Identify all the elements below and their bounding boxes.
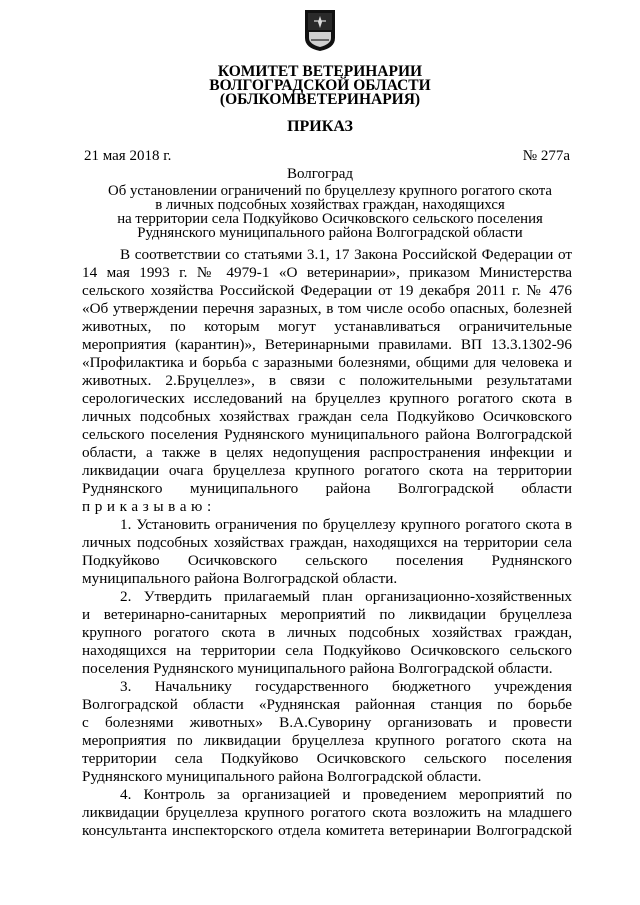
preamble-line: 14 мая 1993 г. № 4979-1 «О ветеринарии», приказом Министерства (82, 264, 572, 281)
order-directive-word: приказываю: (82, 498, 216, 515)
preamble-line: ликвидации очага бруцеллеза крупного рогатого скота на территории (82, 462, 572, 479)
preamble-line: животных, по которым могут устанавливаться ограничительные (82, 318, 572, 335)
org-name-line-3: (ОБЛКОМВЕТЕРИНАРИЯ) (219, 91, 421, 108)
preamble-line: Руднянского муниципального района Волгоградской области (82, 480, 572, 497)
item-line: 4. Контроль за организацией и проведением мероприятий по (120, 786, 572, 803)
order-item-2 (82, 588, 572, 678)
item-line: консультанта инспекторского отдела комитета ветеринарии Волгоградской (82, 822, 572, 839)
item-line: Руднянского муниципального района Волгоградской области. (82, 768, 482, 785)
item-line: 3. Начальнику государственного бюджетного учреждения (120, 678, 572, 695)
item-line: с болезнями животных» В.А.Суворину организовать и провести (82, 714, 572, 731)
item-line: поселения Руднянского муниципального района Волгоградской области. (82, 660, 553, 677)
preamble-line: мероприятия (карантин)», Ветеринарными правилами. ВП 13.3.1302-96 (82, 336, 572, 353)
item-line: ликвидации бруцеллеза крупного рогатого скота возложить на младшего (82, 804, 572, 821)
order-item-4 (82, 786, 572, 840)
subject-line: Руднянского муниципального района Волгоградской области (137, 225, 523, 241)
preamble-line: животных. 2.Бруцеллез», в связи с положительными результатами (82, 372, 572, 389)
item-line: находящихся на территории села Подкуйково Осичковского сельского (82, 642, 572, 659)
order-item-3 (82, 678, 572, 786)
item-line: Волгоградской области «Руднянская районная станция по борьбе (82, 696, 572, 713)
item-line: 2. Утвердить прилагаемый план организационно-хозяйственных (120, 588, 572, 605)
item-line: муниципального района Волгоградской области. (82, 570, 398, 587)
document-city: Волгоград (286, 166, 353, 182)
org-name-line-1: КОМИТЕТ ВЕТЕРИНАРИИ (217, 63, 423, 80)
preamble-line: сельского поселения Руднянского муниципального района Волгоградской (82, 426, 572, 443)
order-item-1 (82, 516, 572, 588)
item-line: Подкуйково Осичковского сельского поселения Руднянского (82, 552, 572, 569)
item-line: территории села Подкуйково Осичковского сельского поселения (82, 750, 572, 767)
preamble-paragraph (82, 246, 572, 498)
subject-line: Об установлении ограничений по бруцеллезу крупного рогатого скота (108, 183, 552, 199)
preamble-line: «Профилактика и борьба с заразными болезнями, общими для человека и (82, 354, 572, 371)
preamble-line: В соответствии со статьями 3.1, 17 Закона Российской Федерации от (120, 246, 572, 263)
coat-of-arms-icon (303, 8, 337, 52)
document-type-title: ПРИКАЗ (287, 118, 353, 135)
item-line: личных подсобных хозяйствах граждан, находящихся на территории села (82, 534, 572, 551)
subject-line: на территории села Подкуйково Осичковского сельского поселения (117, 211, 543, 227)
preamble-line: личных подсобных хозяйствах граждан села Подкуйково Осичковского (82, 408, 572, 425)
document-date: 21 мая 2018 г. (84, 148, 172, 164)
document-subject (70, 184, 590, 240)
preamble-line: серологических исследований на бруцеллез крупного рогатого скота в (82, 390, 572, 407)
item-line: 1. Установить ограничения по бруцеллезу крупного рогатого скота в (120, 516, 572, 533)
preamble-line: области, а также в целях недопущения распространения инфекции и (82, 444, 572, 461)
item-line: и ветеринарно-санитарных мероприятий по ликвидации бруцеллеза (82, 606, 572, 623)
document-body (82, 246, 572, 840)
item-line: мероприятия по ликвидации бруцеллеза крупного рогатого скота на (82, 732, 572, 749)
preamble-line: сельского хозяйства Российской Федерации от 19 декабря 2011 г. № 476 (82, 282, 572, 299)
org-name-line-2: ВОЛГОГРАДСКОЙ ОБЛАСТИ (209, 77, 431, 94)
item-line: крупного рогатого скота в личных подсобных хозяйствах граждан, (82, 624, 572, 641)
document-number: № 277а (522, 148, 570, 164)
preamble-line: «Об утверждении перечня заразных, в том числе особо опасных, болезней (82, 300, 572, 317)
subject-line: в личных подсобных хозяйствах граждан, находящихся (155, 197, 505, 213)
